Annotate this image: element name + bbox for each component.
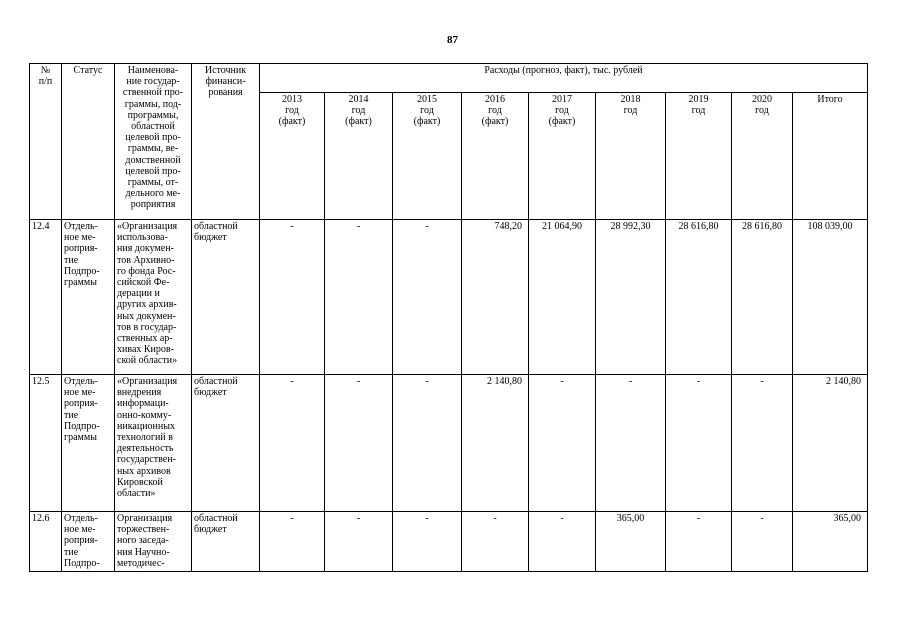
value-total: 108 039,00 — [793, 220, 868, 375]
row-num: 12.4 — [30, 220, 62, 375]
value-2018: - — [596, 375, 666, 512]
row-name: Организация торжествен- ного заседа- ния Научно- методичес- — [115, 512, 192, 572]
header-name: Наименова- ние государ- ственной про- граммы, под- программы, областной целевой про- граммы, ве- домственной целевой про- граммы, от- дельного ме- роприятия — [115, 64, 192, 220]
row-status: Отдель- ное ме- роприя- тие Подпро- граммы — [62, 375, 115, 512]
year-2013: 2013 год (факт) — [260, 93, 325, 220]
header-status: Статус — [62, 64, 115, 220]
value-2020: - — [732, 375, 793, 512]
value-total: 365,00 — [793, 512, 868, 572]
value-2019: 28 616,80 — [666, 220, 732, 375]
year-2014: 2014 год (факт) — [325, 93, 393, 220]
row-source: областной бюджет — [192, 512, 260, 572]
year-total: Итого — [793, 93, 868, 220]
value-2017: - — [529, 512, 596, 572]
value-2014: - — [325, 375, 393, 512]
value-2014: - — [325, 512, 393, 572]
year-2019: 2019 год — [666, 93, 732, 220]
value-2015: - — [393, 512, 462, 572]
budget-table — [29, 63, 868, 572]
row-status: Отдель- ное ме- роприя- тие Подпро- граммы — [62, 220, 115, 375]
value-2018: 28 992,30 — [596, 220, 666, 375]
value-total: 2 140,80 — [793, 375, 868, 512]
year-2017: 2017 год (факт) — [529, 93, 596, 220]
value-2020: - — [732, 512, 793, 572]
value-2017: 21 064,90 — [529, 220, 596, 375]
table-row — [30, 220, 868, 375]
row-status: Отдель- ное ме- роприя- тие Подпро- — [62, 512, 115, 572]
header-expenses: Расходы (прогноз, факт), тыс. рублей — [260, 64, 868, 93]
value-2016: 2 140,80 — [462, 375, 529, 512]
table-row — [30, 512, 868, 572]
row-num: 12.6 — [30, 512, 62, 572]
row-num: 12.5 — [30, 375, 62, 512]
value-2018: 365,00 — [596, 512, 666, 572]
value-2015: - — [393, 375, 462, 512]
value-2013: - — [260, 220, 325, 375]
header-source: Источник финанси- рования — [192, 64, 260, 220]
value-2019: - — [666, 375, 732, 512]
row-name: «Организация использова- ния докумен- тов Архивно- го фонда Рос- сийской Фе- дерации и других архив- ных докумен- тов в государ- ственных ар- хивах Киров- ской области» — [115, 220, 192, 375]
value-2016: 748,20 — [462, 220, 529, 375]
row-source: областной бюджет — [192, 375, 260, 512]
year-2016: 2016 год (факт) — [462, 93, 529, 220]
table-row — [30, 375, 868, 512]
value-2020: 28 616,80 — [732, 220, 793, 375]
value-2016: - — [462, 512, 529, 572]
value-2014: - — [325, 220, 393, 375]
year-2020: 2020 год — [732, 93, 793, 220]
value-2019: - — [666, 512, 732, 572]
row-name: «Организация внедрения информаци- онно-комму- никационных технологий в деятельность государствен- ных архивов Кировской области» — [115, 375, 192, 512]
value-2015: - — [393, 220, 462, 375]
page-number: 87 — [447, 34, 458, 46]
year-2018: 2018 год — [596, 93, 666, 220]
header-row-1 — [30, 64, 868, 93]
value-2013: - — [260, 512, 325, 572]
value-2017: - — [529, 375, 596, 512]
year-2015: 2015 год (факт) — [393, 93, 462, 220]
header-num: № п/п — [30, 64, 62, 220]
value-2013: - — [260, 375, 325, 512]
row-source: областной бюджет — [192, 220, 260, 375]
